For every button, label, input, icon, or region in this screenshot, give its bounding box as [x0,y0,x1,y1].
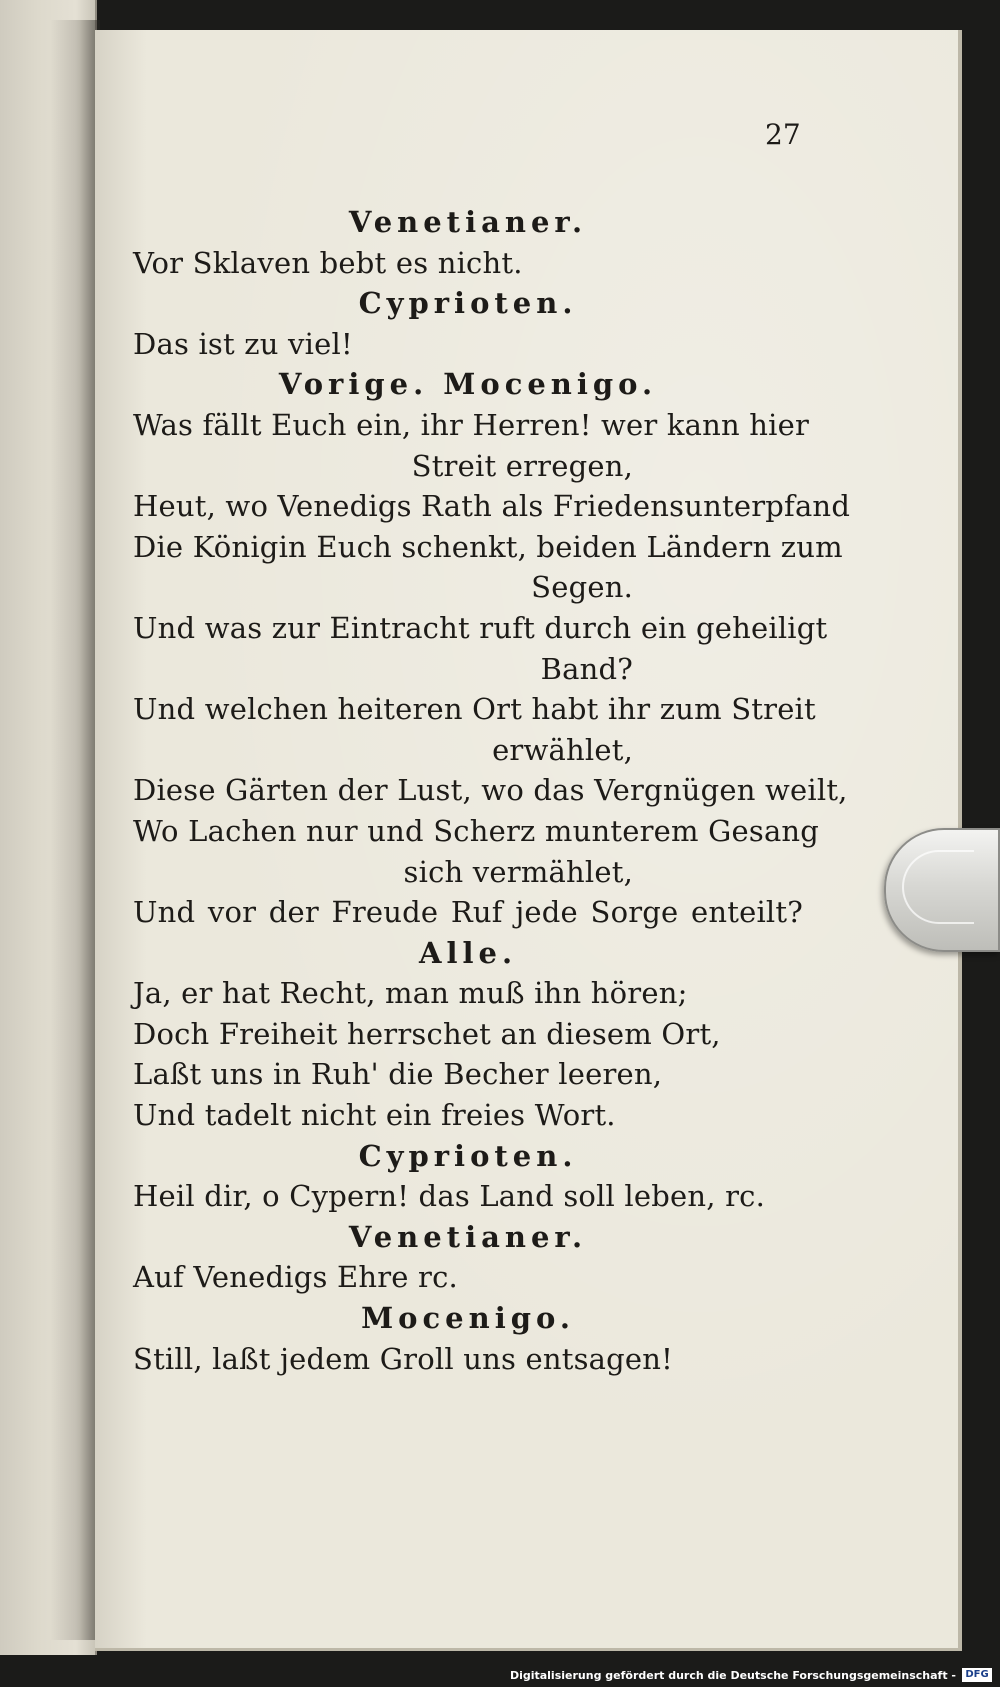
play-text [133,202,851,1379]
text-line: Vorige. Mocenigo. [278,367,658,402]
text-line: Auf Venedigs Ehre rc. [133,1260,458,1295]
text-line: Und welchen heiteren Ort habt ihr zum Streit [133,692,816,727]
text-line: Doch Freiheit herrschet an diesem Ort, [133,1016,721,1051]
text-line: Venetianer. [348,1219,588,1254]
text-line: Vor Sklaven bebt es nicht. [133,245,523,280]
text-line: Diese Gärten der Lust, wo das Vergnügen weilt, [133,773,848,808]
text-line: sich vermählet, [403,854,633,889]
text-line: Das ist zu viel! [133,326,353,361]
funding-credit: Digitalisierung gefördert durch die Deutsche Forschungsgemeinschaft - [509,1669,956,1682]
text-line: Segen. [531,570,633,605]
text-line: Alle. [418,935,518,970]
text-line: Und vor der Freude Ruf jede Sorge enteilt? [133,895,803,930]
dfg-logo: DFG [962,1668,992,1682]
text-line: Band? [540,651,633,686]
text-line: Cyprioten. [358,1138,578,1173]
text-line: Was fällt Euch ein, ihr Herren! wer kann hier [133,407,810,442]
text-line: Wo Lachen nur und Scherz munterem Gesang [133,813,820,848]
text-line: Ja, er hat Recht, man muß ihn hören; [133,976,688,1011]
page-clip-tab [884,828,1000,952]
text-line: erwählet, [492,732,633,767]
book-gutter-shadow [50,20,100,1640]
text-line: Still, laßt jedem Groll uns entsagen! [133,1341,674,1376]
text-line: Laßt uns in Ruh' die Becher leeren, [133,1057,663,1092]
text-line: Heut, wo Venedigs Rath als Friedensunterpfand [133,489,851,524]
text-line: Heil dir, o Cypern! das Land soll leben, rc. [133,1179,766,1214]
text-line: Streit erregen, [411,448,633,483]
text-line: Und was zur Eintracht ruft durch ein geheiligt [133,610,828,645]
text-line: Und tadelt nicht ein freies Wort. [133,1098,616,1133]
text-line: Mocenigo. [361,1301,575,1336]
text-line: Cyprioten. [358,286,578,321]
text-line: Die Königin Euch schenkt, beiden Ländern zum [133,529,843,564]
page-number: 27 [765,118,801,151]
text-line: Venetianer. [348,205,588,239]
